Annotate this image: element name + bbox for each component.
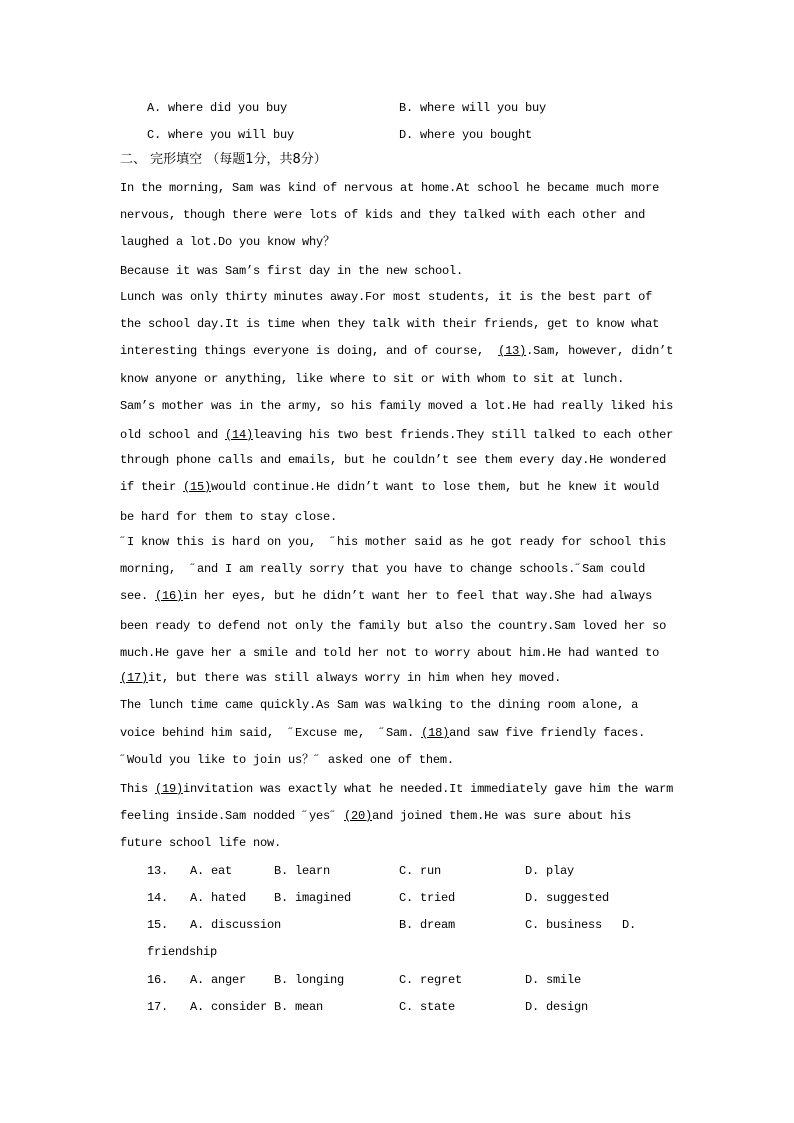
option-d: D. suggested: [525, 891, 610, 905]
passage-line: know anyone or anything, like where to sit or with whom to sit at lunch.: [120, 372, 625, 386]
option-c: C. run: [399, 864, 442, 878]
option-d: D. design: [525, 1000, 589, 1014]
question-16: [0, 972, 794, 988]
option-b: B. mean: [274, 1000, 324, 1014]
option-a: A. anger: [190, 973, 247, 987]
question-17: [0, 999, 794, 1015]
section-heading: 二、 完形填空 （每题1分，共8分）: [120, 152, 327, 167]
passage-text: interesting things everyone is doing, and of course,: [120, 344, 499, 358]
passage-text: if their: [120, 480, 184, 494]
blank-15: (15): [183, 480, 212, 494]
option-b: B. learn: [274, 864, 331, 878]
option-c: C. business: [525, 918, 603, 932]
question-14: [0, 890, 794, 906]
blank-13: (13): [498, 344, 527, 358]
passage-line: The lunch time came quickly.As Sam was walking to the dining room alone, a: [120, 698, 639, 712]
option-a: A. hated: [190, 891, 247, 905]
option-b: B. longing: [274, 973, 345, 987]
passage-text: see.: [120, 589, 156, 603]
passage-line: much.He gave her a smile and told her not to worry about him.He had wanted to: [120, 646, 660, 660]
passage-text: would continue.He didn’t want to lose them, but he knew it would: [211, 480, 660, 494]
passage-line: Because it was Sam’s first day in the new school.: [120, 264, 464, 278]
option-c: C. state: [399, 1000, 456, 1014]
passage-line: [120, 427, 673, 443]
option-d: D. play: [525, 864, 575, 878]
passage-text: and saw five friendly faces.: [449, 726, 646, 740]
passage-text: feeling inside.Sam nodded ˝yes˝: [120, 809, 345, 823]
option-b: B. dream: [399, 918, 456, 932]
q12-option-b: B. where will you buy: [399, 101, 547, 115]
question-number: 13.: [147, 864, 169, 878]
passage-text: voice behind him said, ˝Excuse me, ˝Sam.: [120, 726, 422, 740]
passage-text: in her eyes, but he didn’t want her to feel that way.She had always: [183, 589, 653, 603]
question-number: 16.: [147, 973, 169, 987]
passage-line: [120, 670, 561, 686]
passage-line: been ready to defend not only the family but also the country.Sam loved her so: [120, 619, 667, 633]
passage-line: ˝Would you like to join us？˝ asked one of them.: [120, 753, 454, 767]
passage-line: nervous, though there were lots of kids and they talked with each other and: [120, 208, 646, 222]
passage-text: invitation was exactly what he needed.It immediately gave him the warm: [183, 782, 674, 796]
passage-line: the school day.It is time when they talk with their friends, get to know what: [120, 317, 660, 331]
passage-text: old school and: [120, 428, 226, 442]
blank-16: (16): [155, 589, 184, 603]
passage-line: [120, 781, 673, 797]
option-d-text: friendship: [147, 945, 218, 959]
question-number: 15.: [147, 918, 169, 932]
q12-option-c: C. where you will buy: [147, 128, 295, 142]
blank-17: (17): [120, 671, 149, 685]
passage-line: Lunch was only thirty minutes away.For most students, it is the best part of: [120, 290, 653, 304]
passage-line: morning, ˝and I am really sorry that you have to change schools.˝Sam could: [120, 562, 646, 576]
passage-line: [120, 479, 659, 495]
passage-line: laughed a lot.Do you know why？: [120, 235, 335, 249]
blank-19: (19): [155, 782, 184, 796]
question-number: 14.: [147, 891, 169, 905]
q12-options-row-1: [0, 100, 794, 116]
passage-line: Sam’s mother was in the army, so his family moved a lot.He had really liked his: [120, 399, 674, 413]
passage-line: future school life now.: [120, 836, 282, 850]
option-b: B. imagined: [274, 891, 352, 905]
passage-text: and joined them.He was sure about his: [372, 809, 632, 823]
question-13: [0, 863, 794, 879]
passage-line: through phone calls and emails, but he couldn’t see them every day.He wondered: [120, 453, 667, 467]
blank-20: (20): [344, 809, 373, 823]
q12-option-a: A. where did you buy: [147, 101, 288, 115]
question-15: [0, 917, 794, 933]
option-d: D.: [622, 918, 637, 932]
option-d: D. smile: [525, 973, 582, 987]
question-number: 17.: [147, 1000, 169, 1014]
passage-line: [120, 725, 645, 741]
passage-line: [120, 343, 673, 359]
passage-text: it, but there was still always worry in him when hey moved.: [148, 671, 562, 685]
passage-line: be hard for them to stay close.: [120, 510, 338, 524]
passage-text: This: [120, 782, 156, 796]
passage-line: [120, 588, 652, 604]
passage-line: ˝I know this is hard on you, ˝his mother said as he got ready for school this: [120, 535, 667, 549]
question-15-wrap: [0, 944, 794, 960]
option-a: A. eat: [190, 864, 233, 878]
option-a: A. consider: [190, 1000, 268, 1014]
q12-option-d: D. where you bought: [399, 128, 533, 142]
passage-text: leaving his two best friends.They still talked to each other: [253, 428, 674, 442]
passage-line: In the morning, Sam was kind of nervous at home.At school he became much more: [120, 181, 660, 195]
passage-text: .Sam, however, didn’t: [526, 344, 674, 358]
passage-line: [120, 808, 631, 824]
option-a: A. discussion: [190, 918, 282, 932]
blank-14: (14): [225, 428, 254, 442]
blank-18: (18): [421, 726, 450, 740]
option-c: C. regret: [399, 973, 463, 987]
q12-options-row-2: [0, 127, 794, 143]
option-c: C. tried: [399, 891, 456, 905]
